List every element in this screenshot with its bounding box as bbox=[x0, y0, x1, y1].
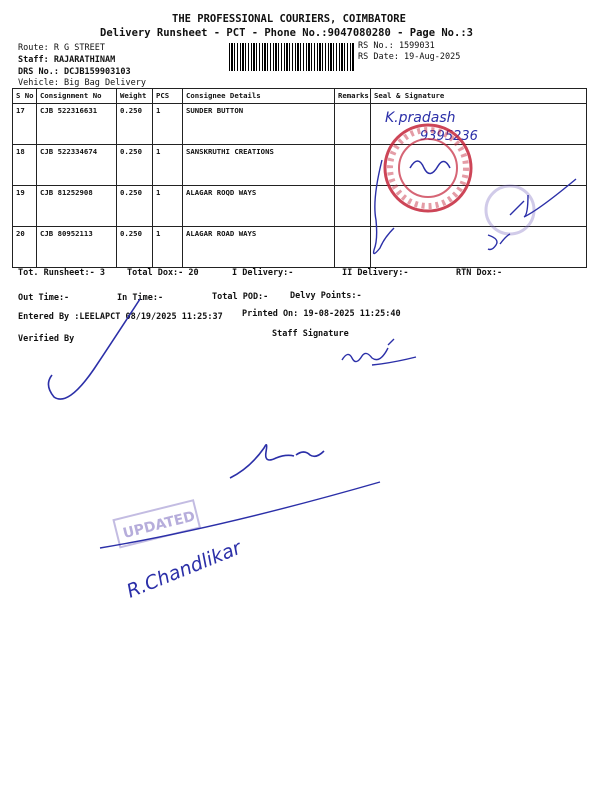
company-name: THE PROFESSIONAL COURIERS, COIMBATORE bbox=[172, 13, 406, 25]
total-dox: Total Dox:- 20 bbox=[127, 268, 199, 278]
rtn-dox: RTN Dox:- bbox=[456, 268, 503, 278]
cell-pcs: 1 bbox=[153, 227, 183, 268]
staff-signature-scribble bbox=[342, 339, 416, 365]
cell-consignment: CJB 81252908 bbox=[37, 186, 117, 227]
cell-sno: 20 bbox=[13, 227, 37, 268]
cell-weight: 0.250 bbox=[117, 145, 153, 186]
cell-consignment: CJB 522316631 bbox=[37, 104, 117, 145]
col-weight: Weight bbox=[117, 89, 153, 104]
cell-pcs: 1 bbox=[153, 145, 183, 186]
cell-pcs: 1 bbox=[153, 104, 183, 145]
underline-stroke bbox=[100, 482, 380, 548]
col-remarks: Remarks bbox=[335, 89, 371, 104]
i-delivery: I Delivery:- bbox=[232, 268, 294, 278]
entered-by: Entered By :LEELAPCT 08/19/2025 11:25:37 bbox=[18, 312, 223, 322]
bottom-name-handwriting: R.Chandlikar bbox=[123, 536, 245, 603]
col-consignee: Consignee Details bbox=[183, 89, 335, 104]
cell-consignment: CJB 80952113 bbox=[37, 227, 117, 268]
cell-consignee: SANSKRUTHI CREATIONS bbox=[183, 145, 335, 186]
cell-sno: 18 bbox=[13, 145, 37, 186]
route-label: Route: R G STREET bbox=[18, 43, 105, 53]
verified-check-mark bbox=[48, 299, 140, 399]
col-pcs: PCS bbox=[153, 89, 183, 104]
drs-label: DRS No.: DCJB159903103 bbox=[18, 67, 131, 77]
ii-delivery: II Delivery:- bbox=[342, 268, 409, 278]
tot-runsheet: Tot. Runsheet:- 3 bbox=[18, 268, 105, 278]
signature-scribble bbox=[488, 234, 510, 250]
total-pod: Total POD:- bbox=[212, 292, 269, 302]
cell-sno: 19 bbox=[13, 186, 37, 227]
svg-text:UPDATED: UPDATED bbox=[121, 508, 197, 542]
receiver-name-handwriting: K.pradash bbox=[385, 110, 456, 126]
runsheet-subtitle: Delivery Runsheet - PCT - Phone No.:9047080280 - Page No.:3 bbox=[100, 27, 473, 39]
cell-pcs: 1 bbox=[153, 186, 183, 227]
receiver-number-handwriting: 9395236 bbox=[420, 129, 478, 144]
col-seal-signature: Seal & Signature bbox=[371, 89, 587, 104]
signature-scribble bbox=[510, 179, 576, 217]
delvy-points: Delvy Points:- bbox=[290, 291, 362, 301]
cell-consignee: SUNDER BUTTON bbox=[183, 104, 335, 145]
cell-weight: 0.250 bbox=[117, 186, 153, 227]
cell-sno: 17 bbox=[13, 104, 37, 145]
rs-date: RS Date: 19-Aug-2025 bbox=[358, 52, 461, 62]
verified-by: Verified By bbox=[18, 334, 75, 344]
updated-stamp bbox=[114, 500, 200, 547]
cell-weight: 0.250 bbox=[117, 227, 153, 268]
rs-number: RS No.: 1599031 bbox=[358, 41, 435, 51]
cell-consignee: ALAGAR ROAD WAYS bbox=[183, 227, 335, 268]
large-signature-scribble bbox=[230, 445, 324, 478]
col-sno: S No bbox=[13, 89, 37, 104]
cell-consignee: ALAGAR ROQD WAYS bbox=[183, 186, 335, 227]
printed-on: Printed On: 19-08-2025 11:25:40 bbox=[242, 309, 401, 319]
vehicle-label: Vehicle: Big Bag Delivery bbox=[18, 78, 146, 88]
out-time: Out Time:- bbox=[18, 293, 70, 303]
staff-signature-label: Staff Signature bbox=[272, 329, 349, 339]
cell-weight: 0.250 bbox=[117, 104, 153, 145]
staff-label: Staff: RAJARATHINAM bbox=[18, 55, 116, 65]
cell-consignment: CJB 522334674 bbox=[37, 145, 117, 186]
in-time: In Time:- bbox=[117, 293, 164, 303]
col-consignment: Consignment No bbox=[37, 89, 117, 104]
